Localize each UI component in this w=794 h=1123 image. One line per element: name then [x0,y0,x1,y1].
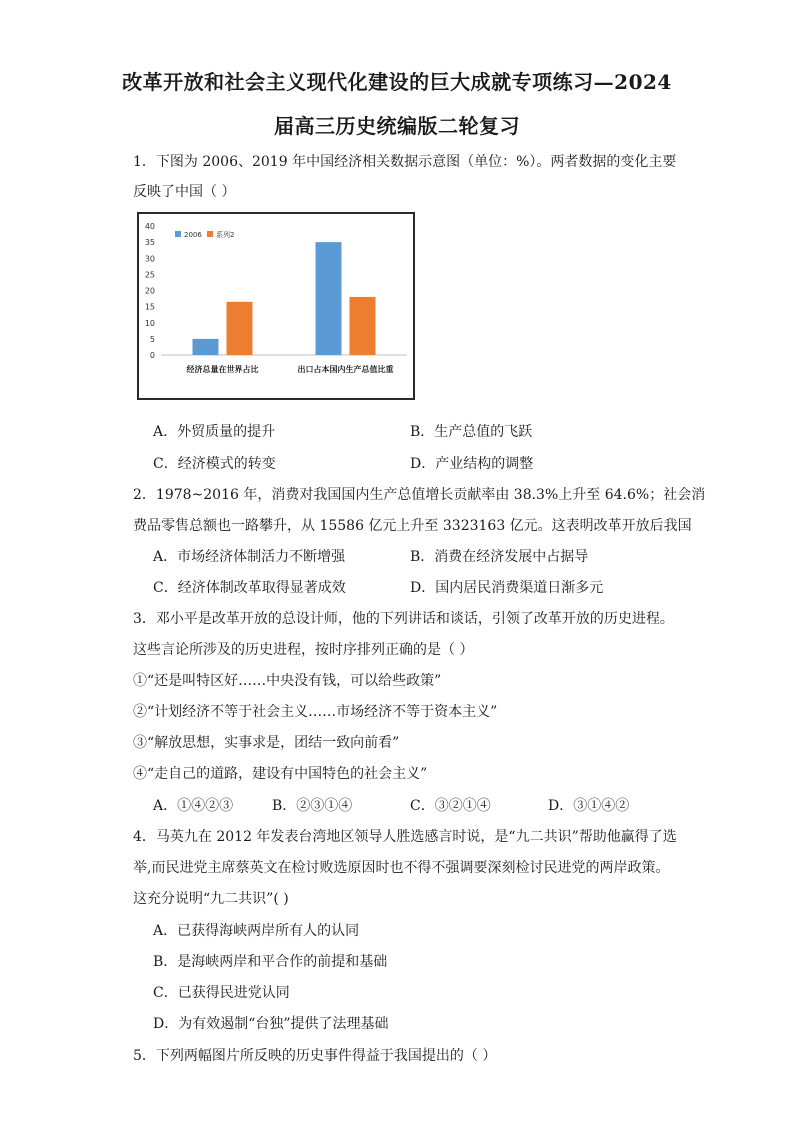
bar-1-1 [193,339,219,355]
q3-option-c[interactable]: C．③②①④ [410,798,491,814]
y-tick-label: 30 [144,254,155,264]
q3-stem-line-2: 这些言论所涉及的历史进程，按时序排列正确的是（ ） [133,642,474,658]
q3-item-1: ①“还是叫特区好……中央没有钱，可以给些政策” [133,673,442,689]
q3-item-4: ④“走自己的道路，建设有中国特色的社会主义” [133,766,428,782]
y-tick-label: 25 [144,270,155,280]
q2-stem-line-1: 2．1978~2016 年，消费对我国国内生产总值增长贡献率由 38.3%上升至 64.6%；社会消 [133,487,706,503]
q1-chart [137,212,415,400]
y-tick-label: 40 [144,222,155,231]
y-tick-label: 35 [144,238,155,248]
y-tick-label: 0 [149,351,155,360]
bar-2-1 [227,302,253,355]
y-tick-label: 10 [144,318,155,328]
title-line-1: 改革开放和社会主义现代化建设的巨大成就专项练习—2024 [122,70,672,94]
q4-stem-line-3: 这充分说明“九二共识”( ) [133,891,289,907]
q2-option-a[interactable]: A．市场经济体制活力不断增强 [153,549,346,565]
y-tick-label: 20 [144,286,155,296]
q1-stem-line-2: 反映了中国（ ） [133,184,236,200]
bar-chart [139,214,413,398]
q4-stem-line-2: 举,而民进党主席蔡英文在检讨败选原因时也不得不强调要深刻检讨民进党的两岸政策。 [133,860,670,876]
bar-2-2 [350,297,376,355]
q1-option-b[interactable]: B．生产总值的飞跃 [410,424,533,440]
q3-stem-line-1: 3．邓小平是改革开放的总设计师，他的下列讲话和谈话，引领了改革开放的历史进程。 [133,611,674,627]
legend-label: 系列2 [216,231,235,239]
q4-option-a[interactable]: A．已获得海峡两岸所有人的认同 [153,923,360,939]
q4-option-d[interactable]: D．为有效遏制“台独”提供了法理基础 [153,1016,389,1032]
y-tick-label: 15 [144,302,155,312]
q1-stem-line-1: 1．下图为 2006、2019 年中国经济相关数据示意图（单位：%）。两者数据的变化主要 [133,154,677,170]
q3-item-3: ③“解放思想，实事求是，团结一致向前看” [133,735,400,751]
legend-swatch [175,231,181,237]
x-category-label: 出口占本国内生产总值比重 [297,365,394,374]
bar-1-2 [316,242,342,355]
x-category-label: 经济总量在世界占比 [186,365,259,374]
q3-option-a[interactable]: A．①④②③ [153,798,234,814]
q3-option-b[interactable]: B．②③①④ [272,798,353,814]
title-line-2: 届高三历史统编版二轮复习 [274,114,520,138]
q4-option-b[interactable]: B．是海峡两岸和平合作的前提和基础 [153,954,388,970]
y-tick-label: 5 [149,334,155,344]
q2-option-c[interactable]: C．经济体制改革取得显著成效 [153,580,346,596]
legend-label: 2006 [184,231,202,239]
q3-option-d[interactable]: D．③①④② [548,798,630,814]
legend-swatch [207,231,213,237]
q2-stem-line-2: 费品零售总额也一路攀升，从 15586 亿元上升至 3323163 亿元。这表明改革开放后我国 [133,518,692,534]
q4-stem-line-1: 4．马英九在 2012 年发表台湾地区领导人胜选感言时说，是“九二共识”帮助他赢得了选 [133,829,677,845]
q2-option-b[interactable]: B．消费在经济发展中占据导 [410,549,589,565]
q5-stem-line-1: 5．下列两幅图片所反映的历史事件得益于我国提出的（ ） [133,1048,497,1064]
q1-option-c[interactable]: C．经济模式的转变 [153,456,276,472]
q4-option-c[interactable]: C．已获得民进党认同 [153,985,290,1001]
q1-option-a[interactable]: A．外贸质量的提升 [153,424,276,440]
q2-option-d[interactable]: D．国内居民消费渠道日渐多元 [410,580,604,596]
q3-item-2: ②“计划经济不等于社会主义……市场经济不等于资本主义” [133,704,498,720]
q1-option-d[interactable]: D．产业结构的调整 [410,456,534,472]
